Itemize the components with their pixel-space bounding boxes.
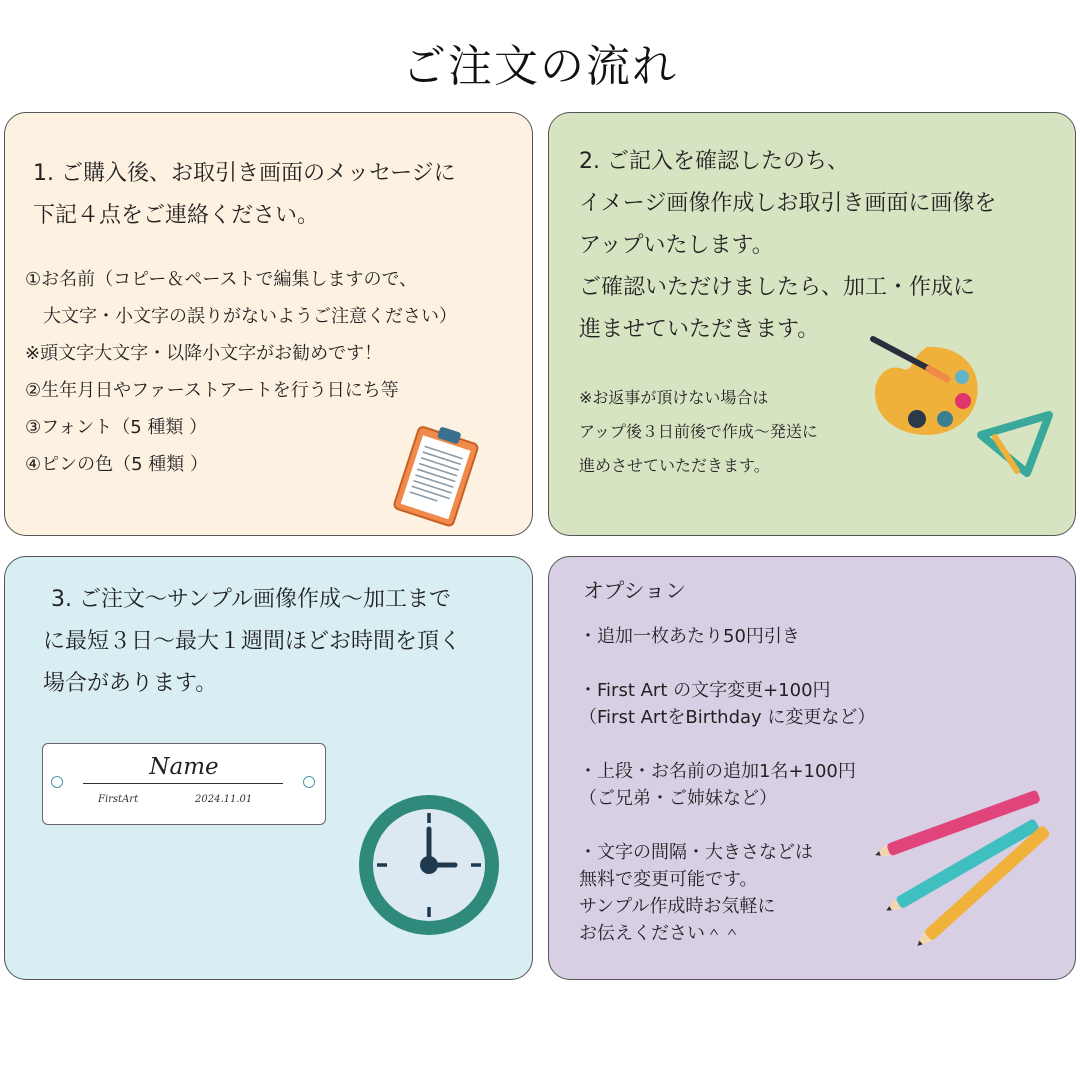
list-item: ①お名前（コピー＆ペーストで編集しますので、 — [25, 269, 418, 290]
options-card — [548, 556, 1076, 980]
plate-brand: FirstArt — [98, 794, 139, 805]
step3-card — [4, 556, 533, 980]
list-item: 大文字・小文字の誤りがないようご注意ください） — [25, 306, 457, 327]
step2-card — [548, 112, 1076, 536]
list-item: ③フォント（5 種類 ） — [25, 417, 208, 438]
list-item: お伝えください＾＾ — [579, 923, 741, 944]
list-item: ・First Art の文字変更+100円 — [579, 680, 831, 701]
step1-card — [4, 112, 533, 536]
step1-heading: 1. ご購入後、お取引き画面のメッセージに 下記４点をご連絡ください。 — [33, 161, 456, 228]
list-item: ・文字の間隔・大きさなどは — [579, 842, 813, 863]
palette-icon — [867, 335, 987, 445]
list-item: ④ピンの色（5 種類 ） — [25, 454, 209, 475]
list-item: ②生年月日やファーストアートを行う日にち等 — [25, 380, 399, 401]
name-plate-sample — [42, 743, 326, 825]
list-item: （ご兄弟・ご姉妹など） — [579, 788, 777, 809]
options-list — [579, 623, 875, 947]
list-item: サンプル作成時お気軽に — [579, 896, 776, 917]
plate-name: Name — [149, 754, 219, 780]
page-title: ご注文の流れ — [402, 41, 678, 92]
step2-heading: 2. ご記入を確認したのち、 イメージ画像作成しお取引き画面に画像を アップいたします。 ご確認いただけましたら、加工・作成に 進ませていただきます。 — [579, 149, 997, 342]
triangle-ruler-icon — [977, 411, 1055, 477]
options-title: オプション — [583, 579, 687, 603]
step3-heading: 3. ご注文〜サンプル画像作成〜加工まで に最短３日〜最大１週間ほどお時間を頂く 場合があります。 — [43, 587, 462, 696]
clock-icon — [357, 793, 501, 937]
list-item: （First ArtをBirthday に変更など） — [579, 707, 876, 728]
colored-pencils-icon — [865, 773, 1055, 949]
plate-date: 2024.11.01 — [195, 794, 253, 805]
list-item: 無料で変更可能です。 — [579, 869, 758, 890]
list-item: ・上段・お名前の追加1名+100円 — [579, 761, 856, 782]
clipboard-icon — [385, 421, 485, 531]
plate-rule — [83, 783, 283, 784]
step2-note: ※お返事が頂けない場合は アップ後３日前後で作成〜発送に 進めさせていただきます。 — [579, 388, 818, 475]
list-item: ※頭文字大文字・以降小文字がお勧めです！ — [25, 343, 383, 364]
list-item: ・追加一枚あたり50円引き — [579, 626, 800, 647]
